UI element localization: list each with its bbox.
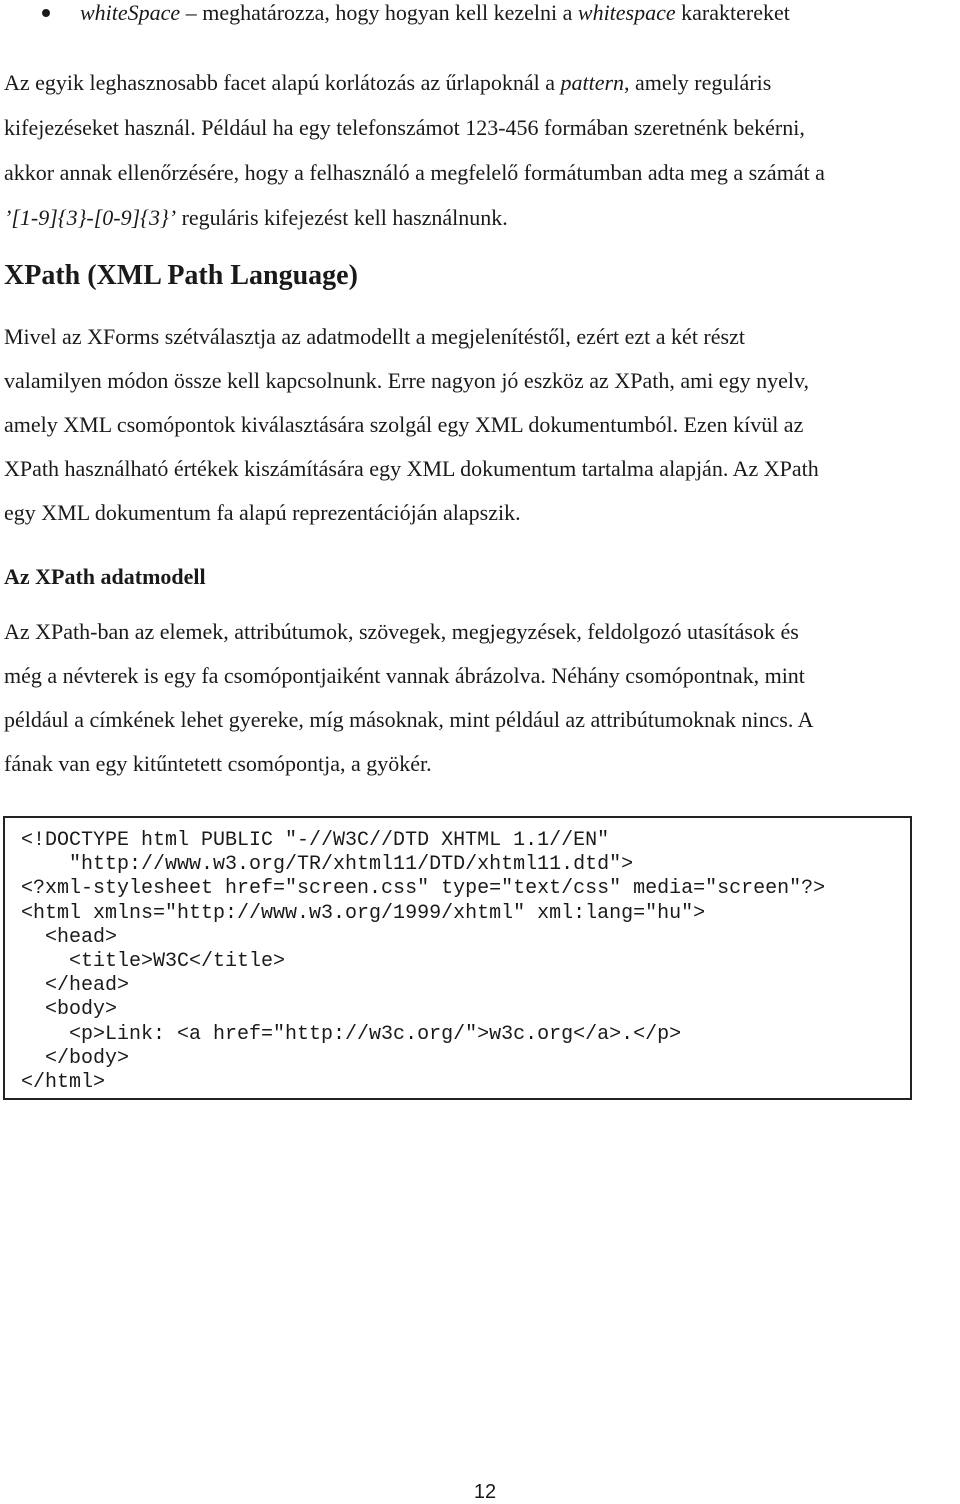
- paragraph-xpath-model: [4, 610, 956, 786]
- bullet-text: [80, 0, 790, 26]
- bullet-middle: – meghatározza, hogy hogyan kell kezelni a: [180, 0, 578, 25]
- paragraph-xpath-intro: [4, 315, 956, 535]
- text-span: reguláris kifejezést kell használnunk.: [176, 205, 508, 230]
- term-pattern: pattern: [560, 70, 625, 95]
- regex-expression: ’[1-9]{3}-[0-9]{3}’: [4, 205, 177, 230]
- page-number: 12: [473, 1481, 497, 1503]
- paragraph-line: fának van egy kitűntetett csomópontja, a gyökér.: [4, 751, 432, 776]
- term-whitespace-chars: whitespace: [577, 0, 676, 25]
- paragraph-line: [4, 195, 956, 240]
- code-listing: <!DOCTYPE html PUBLIC "-//W3C//DTD XHTML 1.1//EN" "http://www.w3.org/TR/xhtml11/DTD/xhtml11.dtd"> <?xml-stylesheet href="screen.css" type="text/css" media="screen"?> <html xmlns="http://www.w3.org/1999/xhtml" xml:lang="hu"> <head> <title>W3C</title> </head> <body> <p>Link: <a href="http://w3c.org/">w3c.org</a>.</p> </body> </html>: [21, 829, 826, 1095]
- code-listing-box: [3, 816, 912, 1100]
- paragraph-line: [4, 60, 956, 105]
- bullet-dot-icon: [42, 9, 50, 17]
- paragraph-line: amely XML csomópontok kiválasztására szolgál egy XML dokumentumból. Ezen kívül az: [4, 412, 804, 437]
- heading-xpath: XPath (XML Path Language): [4, 260, 358, 291]
- paragraph-line: Az XPath-ban az elemek, attribútumok, szövegek, megjegyzések, feldolgozó utasítások és: [4, 619, 799, 644]
- paragraph-line: egy XML dokumentum fa alapú reprezentációján alapszik.: [4, 500, 521, 525]
- heading-xpath-data-model: Az XPath adatmodell: [4, 564, 206, 589]
- paragraph-pattern: [4, 60, 956, 240]
- text-span: Az egyik leghasznosabb facet alapú korlátozás az űrlapoknál a: [4, 70, 561, 95]
- paragraph-line: XPath használható értékek kiszámítására egy XML dokumentum tartalma alapján. Az XPath: [4, 456, 819, 481]
- paragraph-line: Mivel az XForms szétválasztja az adatmodellt a megjelenítéstől, ezért ezt a két részt: [4, 324, 745, 349]
- paragraph-line: valamilyen módon össze kell kapcsolnunk. Erre nagyon jó eszköz az XPath, ami egy nyelv,: [4, 368, 810, 393]
- term-whitespace: whiteSpace: [80, 0, 181, 25]
- text-span: , amely reguláris: [624, 70, 772, 95]
- bullet-end: karaktereket: [675, 0, 790, 25]
- paragraph-line: akkor annak ellenőrzésére, hogy a felhasználó a megfelelő formátumban adta meg a számát a: [4, 160, 825, 185]
- paragraph-line: például a címkének lehet gyereke, míg másoknak, mint például az attribútumoknak nincs. A: [4, 707, 814, 732]
- paragraph-line: kifejezéseket használ. Például ha egy telefonszámot 123-456 formában szeretnénk bekérni,: [4, 115, 805, 140]
- paragraph-line: még a névterek is egy fa csomópontjaiként vannak ábrázolva. Néhány csomópontnak, mint: [4, 663, 805, 688]
